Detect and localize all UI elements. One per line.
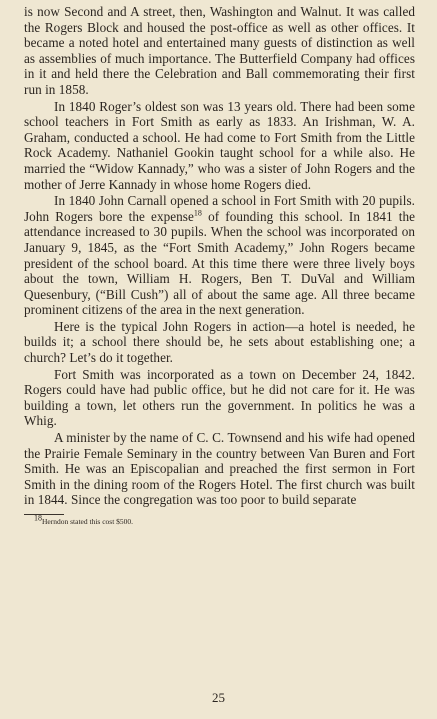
paragraph: [24, 99, 415, 193]
paragraph: [24, 367, 415, 429]
paragraph: [24, 193, 415, 318]
paragraph-text: is now Second and A street, then, Washington and Walnut. It was called the Rogers Block and housed the post-office as well as other offices. It became a noted hotel and entertained many guests of distinction as well as assemblies of much importance. The Butterfield Company had offices in it and held there the Celebration and Ball commemorating their first run in 1858.: [24, 4, 415, 97]
footnote-rule: [24, 514, 64, 515]
body-text: [24, 4, 415, 508]
paragraph-text: In 1840 John Carnall opened a school in Fort Smith with 20 pupils. John Rogers bore the expense: [24, 193, 415, 224]
footnote-text: Herndon stated this cost $500.: [42, 517, 134, 526]
paragraph-text: Fort Smith was incorporated as a town on December 24, 1842. Rogers could have had public office, but he did not care for it. He was building a town, let others run the government. In politics he was a Whig.: [24, 366, 415, 429]
footnote: [24, 513, 415, 526]
paragraph-text: Here is the typical John Rogers in action—a hotel is needed, he builds it; a school there should be, he sets about establishing one; a church? Let’s do it together.: [24, 318, 415, 366]
paragraph: [24, 4, 415, 98]
paragraph: [24, 430, 415, 508]
footnote-reference: 18: [193, 208, 202, 218]
paragraph: [24, 319, 415, 366]
paragraph-text: A minister by the name of C. C. Townsend and his wife had opened the Prairie Female Seminary in the country between Van Buren and Fort Smith. He was an Episcopalian and preached the first sermon in Fort Smith in the dining room of the Rogers Hotel. The first church was built in 1844. Since the congregation was too poor to build separate: [24, 430, 415, 508]
paragraph-text: of founding this school. In 1841 the attendance increased to 30 pupils. When the school was incorporated on January 9, 1845, as the “Fort Smith Academy,” John Rogers became president of the school board. At this time there were three lively boys about the town, William H. Rogers, Ben T. DuVal and William Quesenbury, (“Bill Cush”) all of about the same age. All three became prominent citizens of the area in the next generation.: [24, 208, 415, 318]
page-number: 25: [212, 690, 225, 705]
paragraph-text: In 1840 Roger’s oldest son was 13 years old. There had been some school teachers in Fort Smith as early as 1833. An Irishman, W. A. Graham, conducted a school. He had come to Fort Smith from the Little Rock Academy. Nathaniel Gookin taught school for a while also. He married the “Widow Kannady,” who was a sister of John Rogers and the mother of Jerre Kannady in whose home Rogers died.: [24, 98, 415, 192]
footnote-marker: 18: [34, 513, 42, 523]
